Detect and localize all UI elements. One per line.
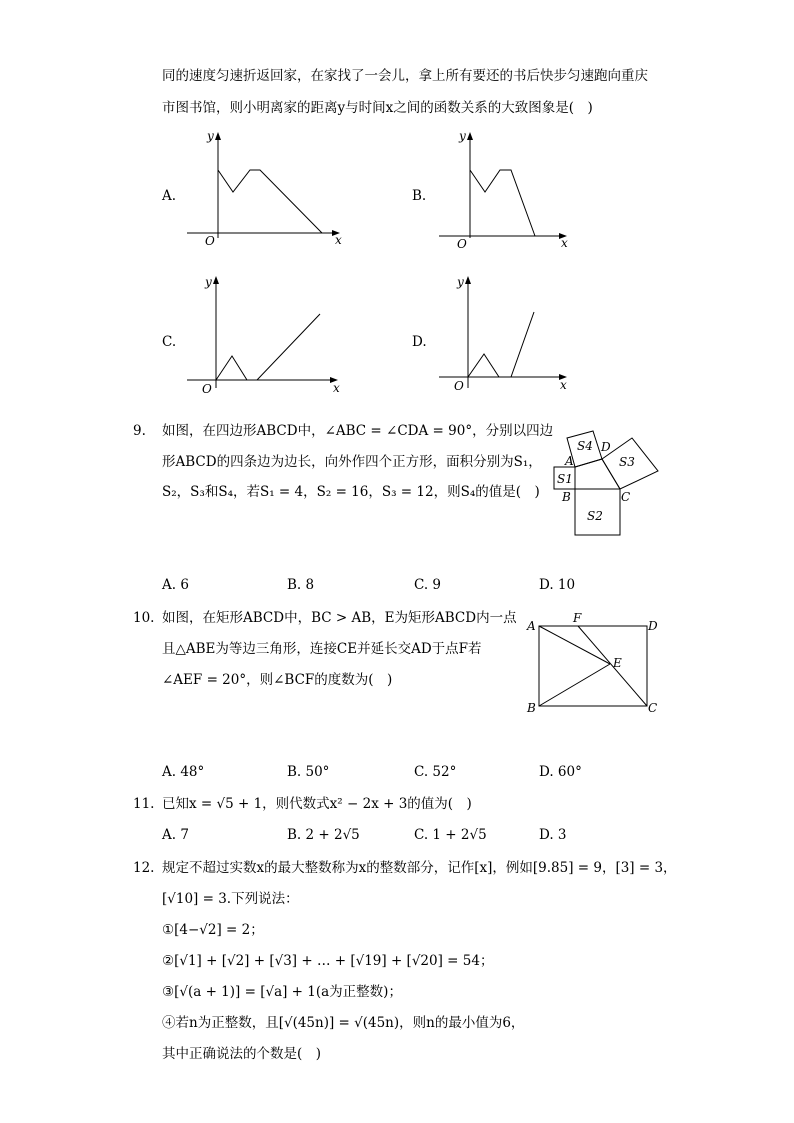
q9-point-d: D [601,440,611,454]
q10-point-c: C [648,701,658,715]
q12-line2: [√10] = 3.下列说法： [162,891,299,907]
graph-a-y-label: y [207,129,214,143]
q9-line2: 形ABCD的四条边为边长，向外作四个正方形，面积分别为S₁， [162,454,542,470]
q12-line1: 规定不超过实数x的最大整数称为x的整数部分，记作[x]，例如[9.85] = 9，[3] = 3， [162,860,677,876]
graph-d [437,272,607,397]
q12-statement-2: ②[√1] + [√2] + [√3] + … + [√19] + [√20] = 54； [162,953,494,969]
q12-statement-4: ④若n为正整数，且[√(45n)] = √(45n)，则n的最小值为6， [162,1015,525,1031]
q10-figure [522,608,667,718]
q12-last-line: 其中正确说法的个数是( ) [162,1046,322,1062]
q10-point-e: E [613,656,622,670]
q11-stem: 已知x = √5 + 1，则代数式x² − 2x + 3的值为( ) [162,796,472,812]
q9-label-s2: S2 [587,509,603,523]
q9-point-a: A [565,454,574,468]
q9-option-b[interactable]: B. 8 [287,577,315,593]
q12-statement-1: ①[4−√2] = 2； [162,922,264,938]
q10-option-c[interactable]: C. 52° [414,764,457,780]
graph-c-x-label: x [333,381,340,395]
graph-c-origin: O [202,382,212,396]
graph-d-y-label: y [457,275,464,289]
q10-number: 10. [133,610,155,626]
graph-d-x-label: x [560,378,567,392]
q9-option-c[interactable]: C. 9 [414,577,442,593]
q10-option-b[interactable]: B. 50° [287,764,330,780]
q10-option-a[interactable]: A. 48° [162,764,205,780]
q8-option-b-label[interactable]: B. [412,188,427,204]
q10-point-a: A [527,619,536,633]
q10-point-d: D [648,619,658,633]
q9-point-b: B [562,490,571,504]
graph-b [437,128,607,251]
q9-option-a[interactable]: A. 6 [162,577,189,593]
graph-b-origin: O [457,237,467,251]
graph-b-x-label: x [561,236,568,250]
graph-b-y-label: y [459,129,466,143]
q10-point-b: B [527,701,536,715]
q9-number: 9. [133,423,146,439]
q8-option-c-label[interactable]: C. [162,334,177,350]
q10-point-f: F [573,611,582,625]
q8-line1: 同的速度匀速折返回家，在家找了一会儿，拿上所有要还的书后快步匀速跑向重庆 [162,68,648,84]
graph-c [185,272,355,397]
graph-a-x-label: x [335,233,342,247]
q11-option-d[interactable]: D. 3 [539,827,567,843]
q10-line2: 且△ABE为等边三角形，连接CE并延长交AD于点F若 [162,641,482,657]
q10-line3: ∠AEF = 20°，则∠BCF的度数为( ) [162,672,393,688]
q9-label-s1: S1 [557,472,573,486]
q11-option-b[interactable]: B. 2 + 2√5 [287,827,360,843]
q8-option-d-label[interactable]: D. [412,334,427,350]
q12-statement-3: ③[√(a + 1)] = [√a] + 1(a为正整数)； [162,984,402,1000]
q12-number: 12. [133,860,155,876]
graph-a [185,128,355,248]
q8-option-a-label[interactable]: A. [162,188,177,204]
q11-option-c[interactable]: C. 1 + 2√5 [414,827,487,843]
q9-option-d[interactable]: D. 10 [539,577,576,593]
graph-a-origin: O [205,234,215,248]
q9-point-c: C [621,490,631,504]
q9-line1: 如图，在四边形ABCD中，∠ABC = ∠CDA = 90°，分别以四边 [162,423,554,439]
q11-number: 11. [133,796,155,812]
q10-option-d[interactable]: D. 60° [539,764,582,780]
q9-figure [545,425,675,540]
q10-line1: 如图，在矩形ABCD中，BC > AB，E为矩形ABCD内一点 [162,610,517,626]
q9-label-s3: S3 [619,455,635,469]
q11-option-a[interactable]: A. 7 [162,827,189,843]
graph-d-origin: O [454,379,464,393]
q9-line3: S₂，S₃和S₄，若S₁ = 4，S₂ = 16，S₃ = 12，则S₄的值是( ) [162,484,540,500]
q8-line2: 市图书馆，则小明离家的距离y与时间x之间的函数关系的大致图象是( ) [162,100,593,116]
graph-c-y-label: y [205,275,212,289]
q9-label-s4: S4 [577,439,593,453]
